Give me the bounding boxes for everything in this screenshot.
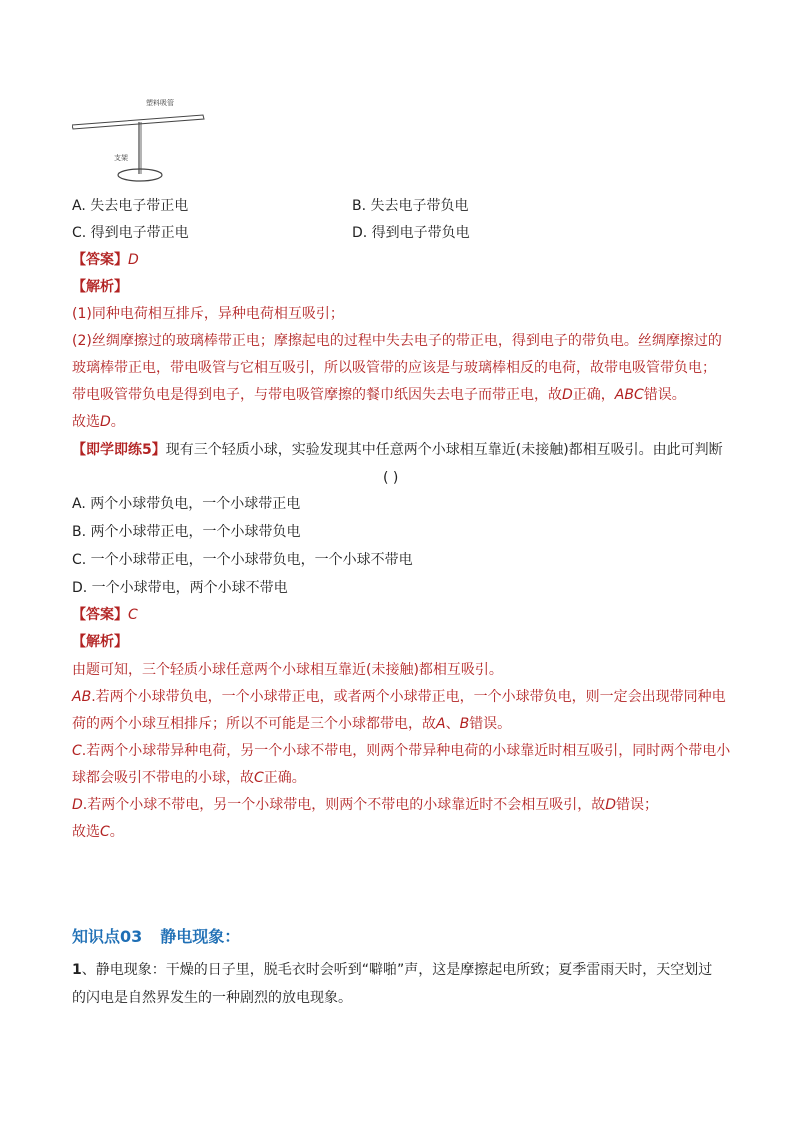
q5-option-c: C. 一个小球带正电，一个小球带负电，一个小球不带电: [72, 552, 413, 568]
analysis-label-q5: 【解析】: [72, 634, 128, 650]
q5-option-a: A. 两个小球带负电，一个小球带正电: [72, 496, 301, 512]
analysis-q5-line7: 故选C。: [72, 824, 124, 840]
analysis-label-q4: 【解析】: [72, 279, 128, 295]
option-d: D. 得到电子带负电: [352, 225, 470, 241]
option-b: B. 失去电子带负电: [352, 198, 469, 214]
q5-option-b: B. 两个小球带正电，一个小球带负电: [72, 524, 301, 540]
analysis-q5-line1: 由题可知，三个轻质小球任意两个小球相互靠近(未接触)都相互吸引。: [72, 662, 503, 678]
section-title: 静电现象：: [160, 927, 241, 946]
analysis-q4-line5: 故选D。: [72, 414, 125, 430]
analysis-q4-line4: 带电吸管带负电是得到电子，与带电吸管摩擦的餐巾纸因失去电子而带正电，故D正确，ABC错误。: [72, 387, 686, 403]
analysis-q4-line1: (1)同种电荷相互排斥，异种电荷相互吸引；: [72, 306, 344, 322]
plastic-straw: [72, 115, 204, 129]
analysis-q4-line2: (2)丝绸摩擦过的玻璃棒带正电；摩擦起电的过程中失去电子的带正电，得到电子的带负电。丝绸摩擦过的: [72, 333, 722, 349]
straw-stand-figure: [72, 94, 212, 186]
stand-base: [118, 169, 162, 181]
analysis-q4-line3: 玻璃棒带正电，带电吸管与它相互吸引，所以吸管带的应该是与玻璃棒相反的电荷，故带电吸管带负电；: [72, 360, 716, 376]
answer-label: 【答案】: [72, 252, 128, 268]
answer-q5: 【答案】C: [72, 607, 138, 623]
analysis-q5-line5: 球都会吸引不带电的小球，故C正确。: [72, 770, 306, 786]
question-5-stem: 【即学即练5】现有三个轻质小球，实验发现其中任意两个小球相互靠近(未接触)都相互吸引。由此可判断: [72, 442, 723, 458]
label-plastic-straw: 塑料吸管: [146, 99, 174, 107]
analysis-q5-line2: AB.若两个小球带负电，一个小球带正电，或者两个小球带正电，一个小球带负电，则一定会出现带同种电: [72, 689, 726, 705]
answer-value: D: [128, 252, 139, 268]
point-1-line2: 的闪电是自然界发生的一种剧烈的放电现象。: [72, 990, 352, 1006]
option-c: C. 得到电子带正电: [72, 225, 189, 241]
answer-paren: ( ): [383, 470, 399, 486]
practice-tag: 【即学即练5】: [72, 442, 166, 458]
point-1-line1: 1、静电现象：干燥的日子里，脱毛衣时会听到“噼啪”声，这是摩擦起电所致；夏季雷雨天时，天空划过: [72, 962, 713, 978]
answer-q4: [72, 250, 139, 270]
section-heading: [72, 926, 240, 948]
option-a: A. 失去电子带正电: [72, 198, 189, 214]
analysis-q5-line3: 荷的两个小球互相排斥；所以不可能是三个小球都带电，故A、B错误。: [72, 716, 512, 732]
analysis-q5-line4: C.若两个小球带异种电荷，另一个小球不带电，则两个带异种电荷的小球靠近时相互吸引，同时两个带电小: [72, 743, 731, 759]
section-number: 知识点03: [72, 927, 143, 946]
analysis-q5-line6: D.若两个小球不带电，另一个小球带电，则两个不带电的小球靠近时不会相互吸引，故D错误；: [72, 797, 659, 813]
label-stand: 支架: [114, 154, 128, 162]
q5-option-d: D. 一个小球带电，两个小球不带电: [72, 580, 288, 596]
